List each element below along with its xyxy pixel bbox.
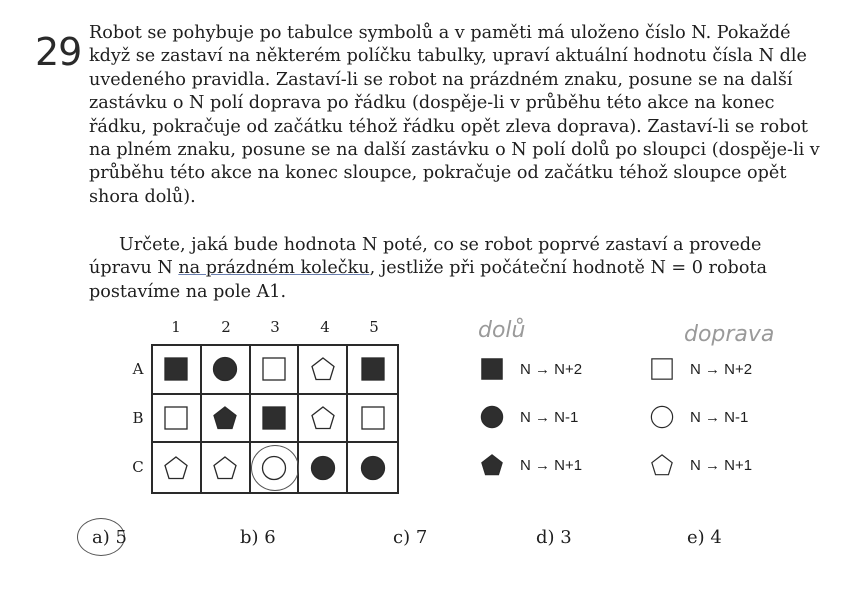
- grid-cell-C4: [299, 443, 348, 492]
- filled-circle-icon: [212, 356, 238, 382]
- grid-board: [151, 344, 399, 494]
- legend-rule: N → N+1: [690, 456, 753, 474]
- empty-square-icon: [261, 356, 287, 382]
- empty-pentagon-icon: [310, 356, 336, 382]
- answer-value: 6: [264, 527, 276, 548]
- filled-square-icon: [480, 357, 504, 381]
- grid-cell-A2: [202, 346, 251, 395]
- answer-letter: d): [536, 527, 555, 548]
- column-label: 4: [320, 318, 330, 336]
- legend-rule: N → N-1: [520, 408, 579, 426]
- answer-value: 7: [415, 527, 428, 548]
- legend-item-empty-pentagon: [650, 453, 752, 477]
- filled-circle-icon: [360, 455, 386, 481]
- legend-rule: N → N-1: [690, 408, 749, 426]
- column-label: 3: [270, 318, 280, 336]
- grid-cell-B2: [202, 395, 251, 444]
- column-label: 1: [171, 318, 181, 336]
- filled-square-icon: [360, 356, 386, 382]
- answer-a[interactable]: [92, 527, 127, 548]
- empty-pentagon-icon: [163, 455, 189, 481]
- answer-value: 4: [710, 527, 722, 548]
- filled-circle-icon: [310, 455, 336, 481]
- row-label: B: [132, 409, 144, 427]
- empty-square-icon: [360, 405, 386, 431]
- grid-cell-B1: [153, 395, 202, 444]
- answer-value: 5: [115, 527, 127, 548]
- grid-cell-C5: [348, 443, 397, 492]
- grid-cell-B4: [299, 395, 348, 444]
- rules-legend: [480, 350, 780, 490]
- answer-d[interactable]: [536, 527, 572, 548]
- handwritten-note-left: dolů: [478, 318, 526, 343]
- filled-square-icon: [163, 356, 189, 382]
- empty-pentagon-icon: [650, 453, 674, 477]
- grid-cell-A1: [153, 346, 202, 395]
- grid-cell-A3: [251, 346, 300, 395]
- empty-square-icon: [163, 405, 189, 431]
- question-number: 29: [35, 30, 82, 74]
- answer-letter: e): [687, 527, 705, 548]
- legend-rule: N → N+2: [690, 360, 753, 378]
- symbol-grid: [129, 318, 399, 494]
- paragraph2-underlined: na prázdném kolečku: [178, 258, 370, 279]
- column-label: 5: [369, 318, 379, 336]
- empty-circle-icon: [650, 405, 674, 429]
- grid-cell-B3: [251, 395, 300, 444]
- empty-pentagon-icon: [310, 405, 336, 431]
- legend-item-empty-circle: [650, 405, 748, 429]
- row-label: C: [132, 458, 144, 476]
- paragraph2-after: , jestliže při počáteční hodnotě N = 0 robota postavíme na pole A1.: [89, 258, 767, 302]
- grid-cell-A4: [299, 346, 348, 395]
- filled-pentagon-icon: [212, 405, 238, 431]
- empty-square-icon: [650, 357, 674, 381]
- filled-square-icon: [261, 405, 287, 431]
- answer-letter: a): [92, 527, 110, 548]
- answer-b[interactable]: [240, 527, 276, 548]
- legend-item-filled-square: [480, 357, 582, 381]
- legend-item-empty-square: [650, 357, 752, 381]
- answer-letter: b): [240, 527, 259, 548]
- legend-item-filled-pentagon: [480, 453, 582, 477]
- legend-rule: N → N+1: [520, 456, 583, 474]
- answer-c[interactable]: [393, 527, 427, 548]
- answer-letter: c): [393, 527, 411, 548]
- empty-pentagon-icon: [212, 455, 238, 481]
- grid-cell-B5: [348, 395, 397, 444]
- filled-pentagon-icon: [480, 453, 504, 477]
- legend-rule: N → N+2: [520, 360, 583, 378]
- column-label: 2: [221, 318, 231, 336]
- paragraph2-before: Určete, jaká bude hodnota N poté, co se robot poprvé zastaví a provede úpravu N: [89, 235, 762, 279]
- row-label: A: [132, 360, 144, 378]
- problem-paragraph-2: [89, 234, 824, 304]
- legend-item-filled-circle: [480, 405, 578, 429]
- grid-cell-C1: [153, 443, 202, 492]
- grid-cell-A5: [348, 346, 397, 395]
- grid-cell-C2: [202, 443, 251, 492]
- problem-paragraph-1: Robot se pohybuje po tabulce symbolů a v paměti má uloženo číslo N. Pokaždé když se zastaví na některém políčku tabulky, upraví aktuální hodnotu čísla N dle uvedeného pravidla. Zastaví-li se robot na prázdném znaku, posune se na další zastávku o N polí doprava po řádku (dospěje-li v průběhu této akce na konec řádku, pokračuje od začátku téhož řádku opět zleva doprava). Zastaví-li se robot na plném znaku, posune se na další zastávku o N polí dolů po sloupci (dospěje-li v průběhu této akce na konec sloupce, pokračuje od začátku téhož sloupce opět shora dolů).: [89, 23, 820, 207]
- answer-e[interactable]: [687, 527, 722, 548]
- filled-circle-icon: [480, 405, 504, 429]
- handwritten-note-right: doprava: [684, 322, 775, 347]
- answer-value: 3: [560, 527, 572, 548]
- grid-cell-C3: [251, 443, 300, 492]
- pencil-circle-mark: [251, 445, 299, 491]
